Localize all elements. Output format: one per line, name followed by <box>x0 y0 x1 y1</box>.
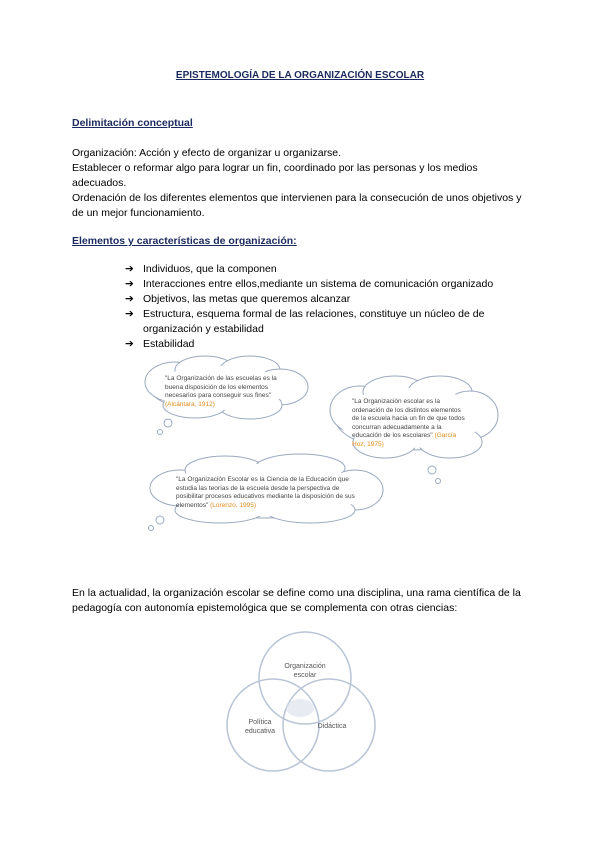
citation: (Lorenzo, 1995) <box>210 501 256 509</box>
section-heading-elementos: Elementos y características de organización: <box>72 235 297 247</box>
venn-label-left: Política educativa <box>245 719 275 735</box>
arrow-right-icon: ➔ <box>125 308 134 320</box>
list-item: ➔ Individuos, que la componen <box>125 263 277 275</box>
arrow-right-icon: ➔ <box>125 263 134 275</box>
definition-line: Ordenación de los diferentes elementos que intervienen para la consecución de unos objetivos y de un mejor funcionamiento. <box>72 192 522 219</box>
citation: (Alcántara, 1912) <box>165 400 215 408</box>
list-item: ➔ Estabilidad <box>125 338 195 350</box>
list-item: ➔ Estructura, esquema formal de las relaciones, constituye un núcleo de de organización y estabilidad <box>125 308 485 335</box>
cloud-quote-1: "La Organización de las escuelas es la buena disposición de los elementos necesarios para conseguir sus fines" (Alcántara, 1912) <box>165 375 277 408</box>
cloud-quote-2: "La Organización escolar es la ordenación de los distintos elementos de la escuela hacia un fin de que todos concurran adecuadamente a la educación de los escolares" (García Hoz, 1975) <box>352 398 465 448</box>
arrow-right-icon: ➔ <box>125 293 134 305</box>
cloud-quote-3: "La Organización Escolar es la Ciencia de la Educación que estudia las teorías de la escuela desde la perspectiva de posibilitar procesos educativos mediante la disposición de sus elementos" (Lorenzo, 1995) <box>176 476 355 509</box>
page-title: EPISTEMOLOGÍA DE LA ORGANIZACIÓN ESCOLAR <box>175 70 425 81</box>
closing-paragraph: En la actualidad, la organización escolar se define como una disciplina, una rama científica de la pedagogía con autonomía epistemológica que se complementa con otras ciencias: <box>72 587 521 614</box>
list-item: ➔ Objetivos, las metas que queremos alcanzar <box>125 293 351 305</box>
list-item: ➔ Interacciones entre ellos,mediante un sistema de comunicación organizado <box>125 278 494 290</box>
citation: (García Hoz, 1975) <box>352 432 457 448</box>
definition-line: Organización: Acción y efecto de organizar u organizarse. <box>72 147 342 159</box>
venn-label-top: Organización escolar <box>284 663 326 679</box>
venn-label-right: Didáctica <box>317 723 347 730</box>
section-heading-delimitacion: Delimitación conceptual <box>72 117 193 129</box>
arrow-right-icon: ➔ <box>125 278 134 290</box>
arrow-right-icon: ➔ <box>125 338 134 350</box>
definition-line: Establecer o reformar algo para lograr un fin, coordinado por las personas y los medios adecuados. <box>72 162 478 189</box>
